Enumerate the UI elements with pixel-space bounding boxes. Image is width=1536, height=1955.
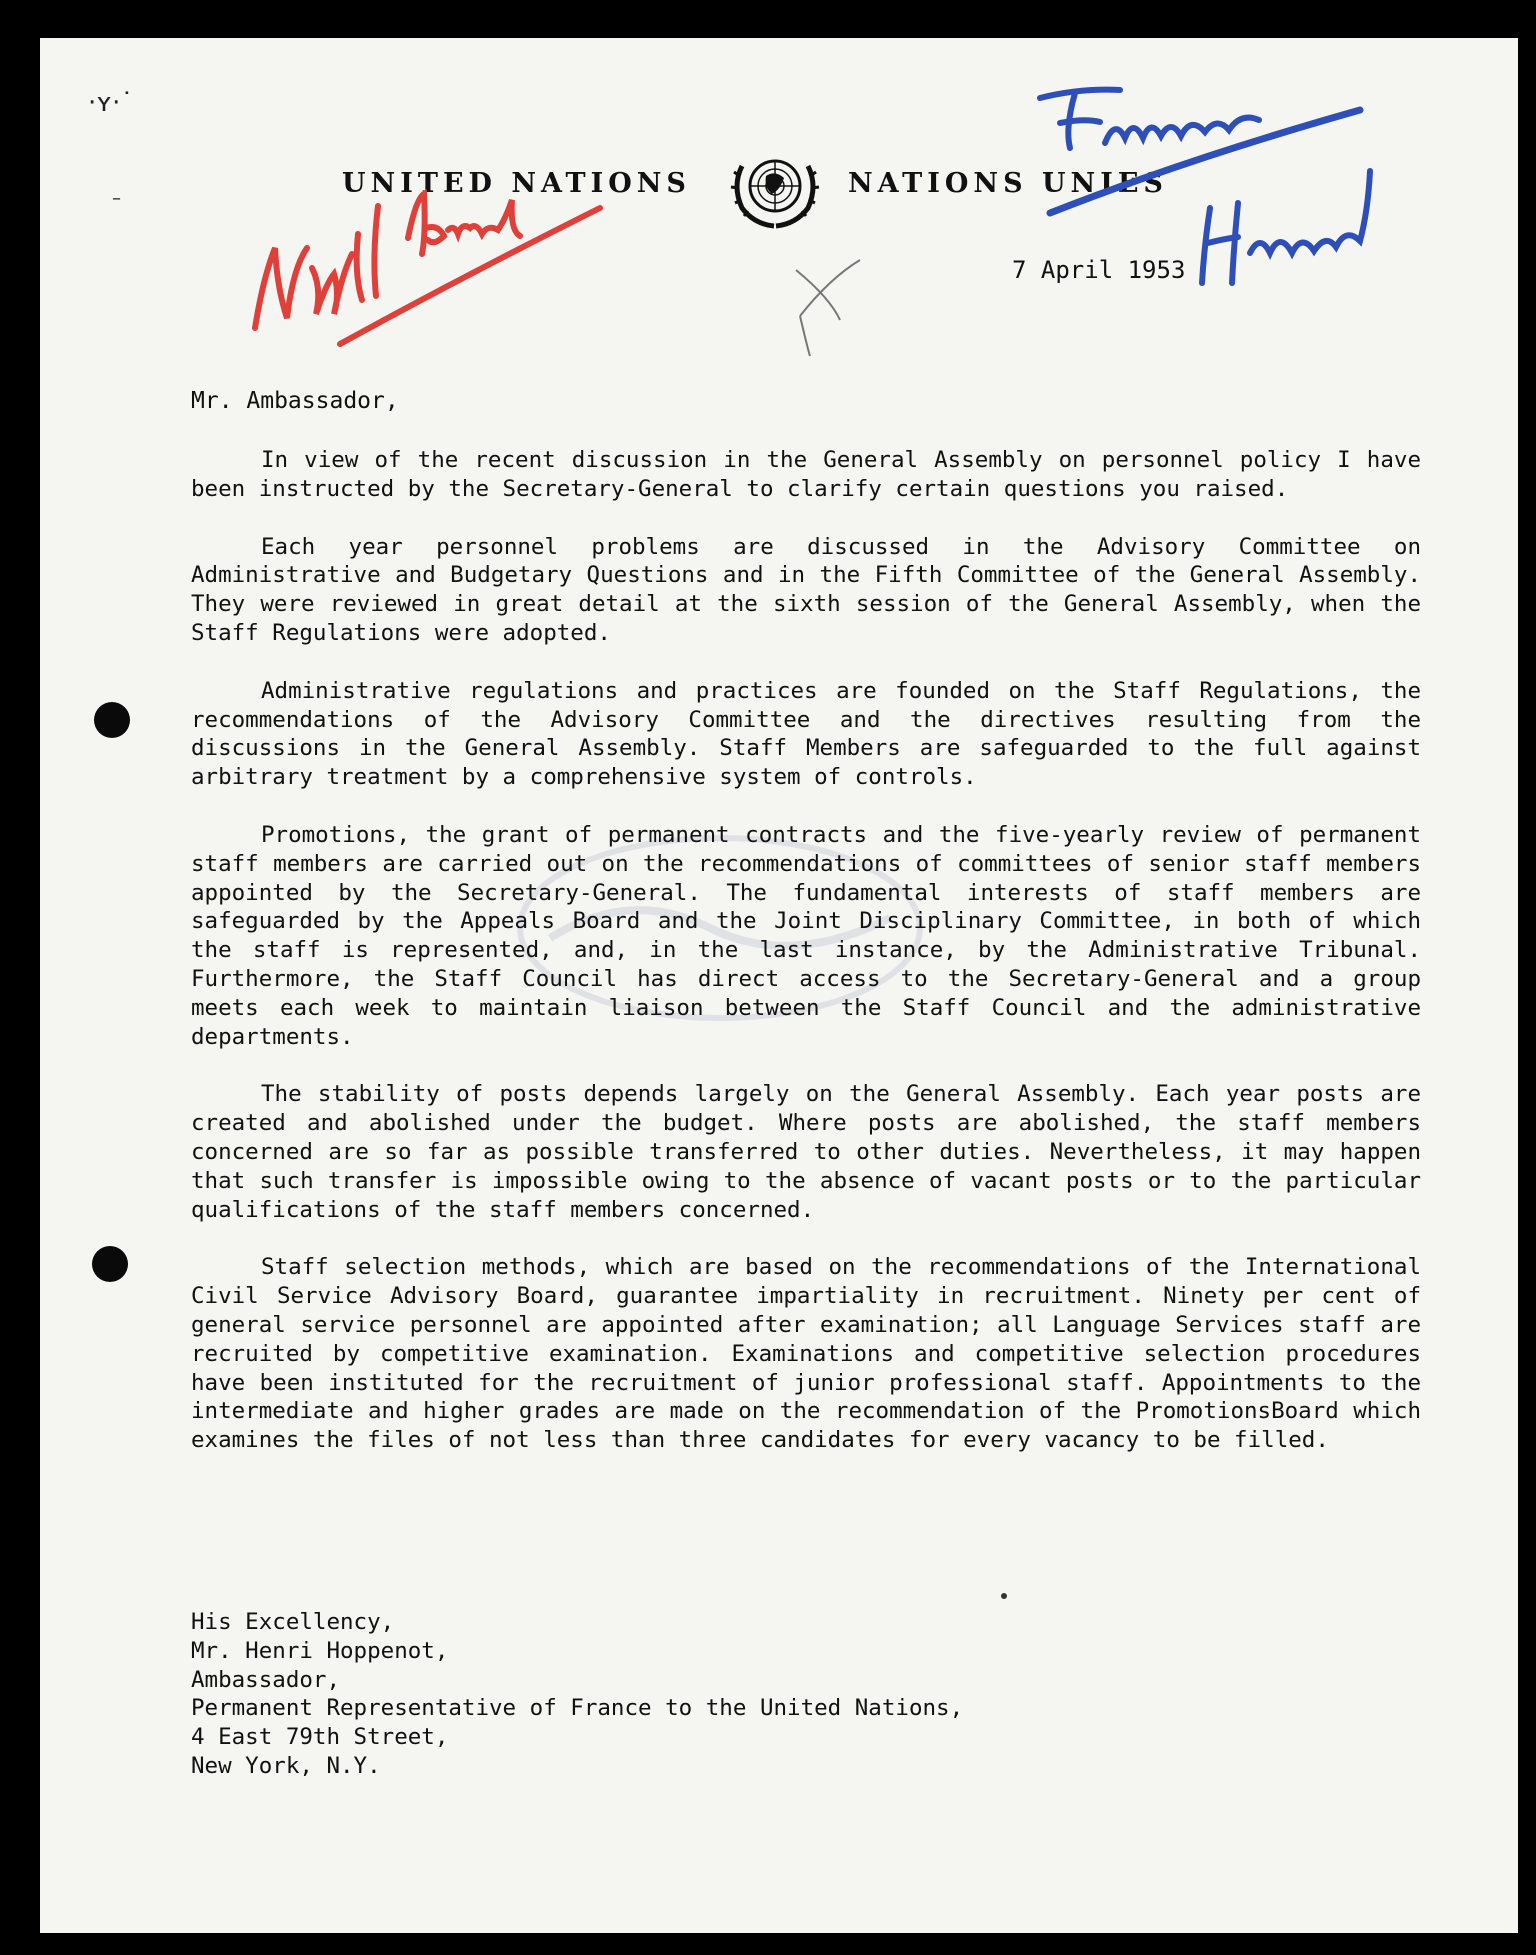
- address-line: New York, N.Y.: [191, 1752, 381, 1779]
- paragraph: Staff selection methods, which are based on the recommendations of the International Civil Service Advisory Board, guarantee impartiality in recruitment. Ninety per cent of general service personnel are appointed after examination; all Language Services staff are recruited by competitive examination. Examinations and competitive selection procedures have been instituted for the recruitment of junior professional staff. Appointments to the intermediate and higher grades are made on the recommendation of the PromotionsBoard which examines the files of not less than three candidates for every vacancy to be filled.: [191, 1254, 1421, 1454]
- letterhead-english: UNITED NATIONS: [342, 168, 691, 199]
- paragraph: Administrative regulations and practices are founded on the Staff Regulations, the recommendations of the Advisory Committee and the directives resulting from the discussions in the General Assembly. Staff Members are safeguarded to the full against arbitrary treatment by a comprehensive system of controls.: [191, 677, 1421, 791]
- salutation: Mr. Ambassador,: [191, 388, 399, 414]
- address-line: His Excellency,: [191, 1609, 395, 1635]
- paragraph: Promotions, the grant of permanent contracts and the five-yearly review of permanent staff members are carried out on the recommendations of committees of senior staff members appointed by the Secretary-General. The fundamental interests of staff members are safeguarded by the Appeals Board and the Joint Disciplinary Committee, in both of which the staff is represented, and, in the last instance, by the Administrative Tribunal. Furthermore, the Staff Council has direct access to the Secretary-General and a group meets each week to maintain liaison between the Staff Council and the administrative departments.: [191, 821, 1421, 1050]
- paragraph: In view of the recent discussion in the General Assembly on personnel policy I have been instructed by the Secretary-General to clarify certain questions you raised.: [191, 447, 1421, 502]
- punch-hole-bottom: [92, 1246, 128, 1282]
- letter-date: 7 April 1953: [1012, 256, 1186, 284]
- address-line: Ambassador,: [191, 1666, 341, 1693]
- paragraph: The stability of posts depends largely on the General Assembly. Each year posts are created and abolished under the budget. Where posts are abolished, the staff members concerned are so far as possible transferred to other duties. Nevertheless, it may happen that such transfer is impossible owing to the absence of vacant posts or to the particular qualifications of the staff members concerned.: [191, 1081, 1421, 1223]
- letter-page: [40, 38, 1518, 1933]
- margin-dash: –: [112, 188, 121, 209]
- punch-hole-top: [94, 702, 130, 738]
- paragraph: Each year personnel problems are discussed in the Advisory Committee on Administrative and Budgetary Questions and in the Fifth Committee of the General Assembly. They were reviewed in great detail at the sixth session of the General Assembly, when the Staff Regulations were adopted.: [191, 533, 1421, 646]
- address-line: 4 East 79th Street,: [191, 1724, 449, 1751]
- un-emblem-icon: [728, 146, 822, 230]
- letterhead-french: NATIONS UNIES: [848, 168, 1168, 199]
- recipient-address: [191, 1608, 963, 1781]
- address-line: Mr. Henri Hoppenot,: [191, 1637, 449, 1664]
- letter-body: [191, 446, 1421, 1484]
- margin-mark: ·ʏ·˙: [88, 88, 134, 118]
- address-line: Permanent Representative of France to the United Nations,: [191, 1695, 964, 1722]
